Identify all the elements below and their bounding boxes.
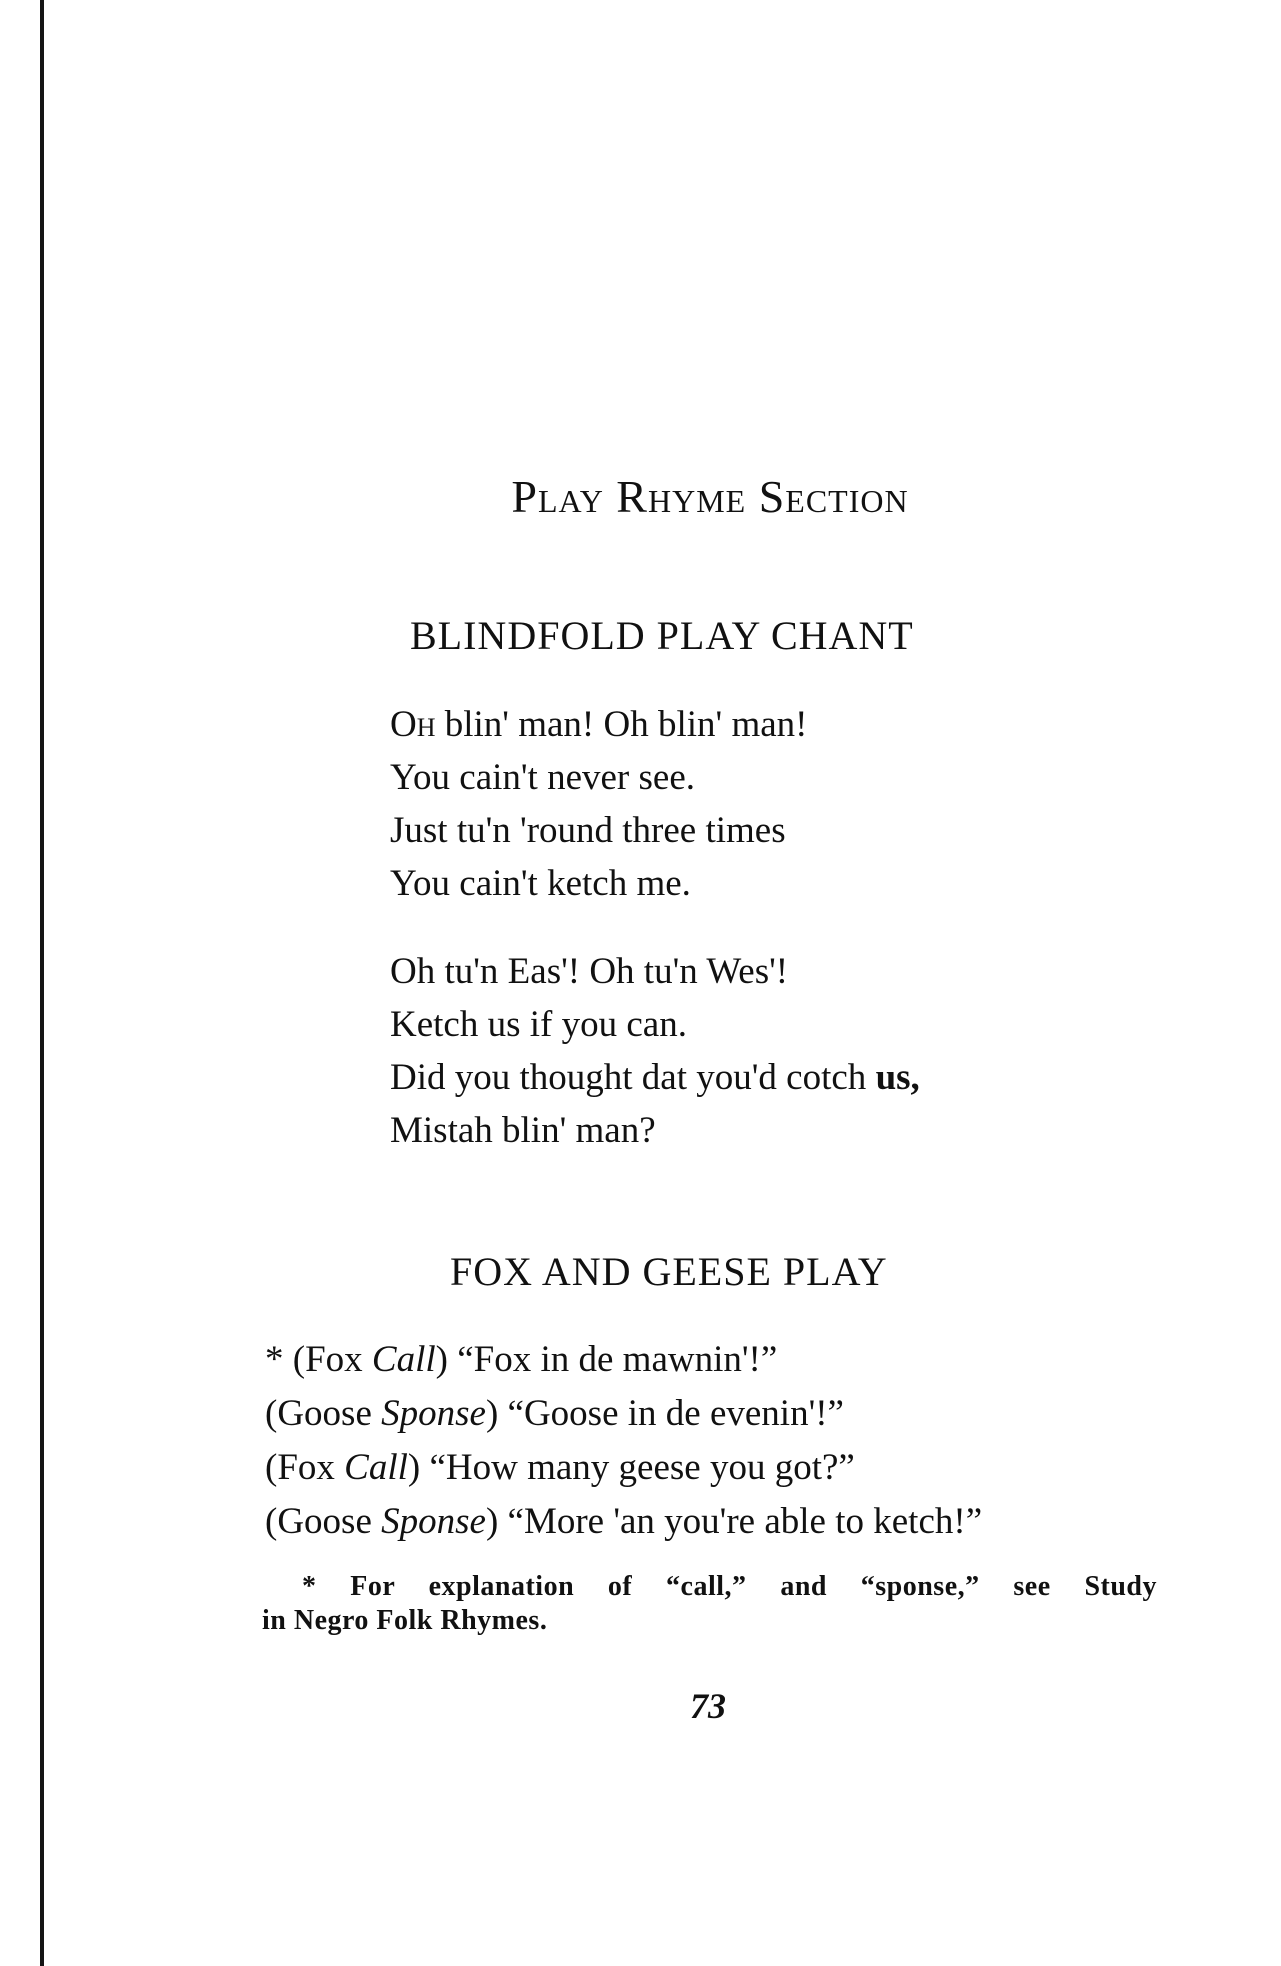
role-label: Call [344, 1447, 408, 1488]
call-line [265, 1441, 982, 1495]
stanza-2 [390, 945, 920, 1157]
response-line [265, 1495, 982, 1549]
verse-line [390, 1051, 920, 1104]
page-number: 73 [690, 1686, 726, 1726]
verse-line: Ketch us if you can. [390, 1004, 687, 1045]
verse-bold-word: us, [875, 1057, 920, 1098]
section-title: Play Rhyme Section [511, 471, 909, 522]
verse-line: Oh tu'n Eas'! Oh tu'n Wes'! [390, 951, 789, 992]
verse-line: You cain't ketch me. [390, 863, 691, 904]
verse-line-text: Did you thought dat you'd cotch [390, 1057, 876, 1098]
poem-title-blindfold: BLINDFOLD PLAY CHANT [410, 613, 914, 658]
response-line [265, 1387, 982, 1441]
call-response-exchange [265, 1333, 982, 1549]
drop-word: Oh [390, 704, 436, 745]
role-label: Sponse [381, 1501, 486, 1542]
call-line [265, 1333, 982, 1387]
role-label: Call [371, 1339, 436, 1380]
speaker-prefix: (Goose [265, 1501, 382, 1542]
verse-line: You cain't never see. [390, 757, 695, 798]
spoken-text: ) “How many geese you got?” [407, 1447, 855, 1488]
spoken-text: ) “Goose in de evenin'!” [485, 1393, 844, 1434]
verse-line: Mistah blin' man? [390, 1110, 656, 1151]
footnote-line: * For explanation of “call,” and “sponse,” see Study [302, 1571, 1157, 1602]
speaker-prefix: * (Fox [265, 1339, 372, 1380]
spoken-text: ) “More 'an you're able to ketch!” [485, 1501, 983, 1542]
spoken-text: ) “Fox in de mawnin'!” [435, 1339, 778, 1380]
speaker-prefix: (Goose [265, 1393, 382, 1434]
footnote-line: in Negro Folk Rhymes. [262, 1605, 548, 1636]
poem-title-fox-and-geese: FOX AND GEESE PLAY [450, 1249, 888, 1294]
role-label: Sponse [381, 1393, 486, 1434]
verse-line [390, 698, 807, 751]
verse-line-text: blin' man! Oh blin' man! [435, 704, 808, 745]
footnote [262, 1570, 1157, 1638]
speaker-prefix: (Fox [265, 1447, 345, 1488]
page-binding-edge [40, 0, 44, 1966]
stanza-1 [390, 698, 807, 910]
verse-line: Just tu'n 'round three times [390, 810, 786, 851]
